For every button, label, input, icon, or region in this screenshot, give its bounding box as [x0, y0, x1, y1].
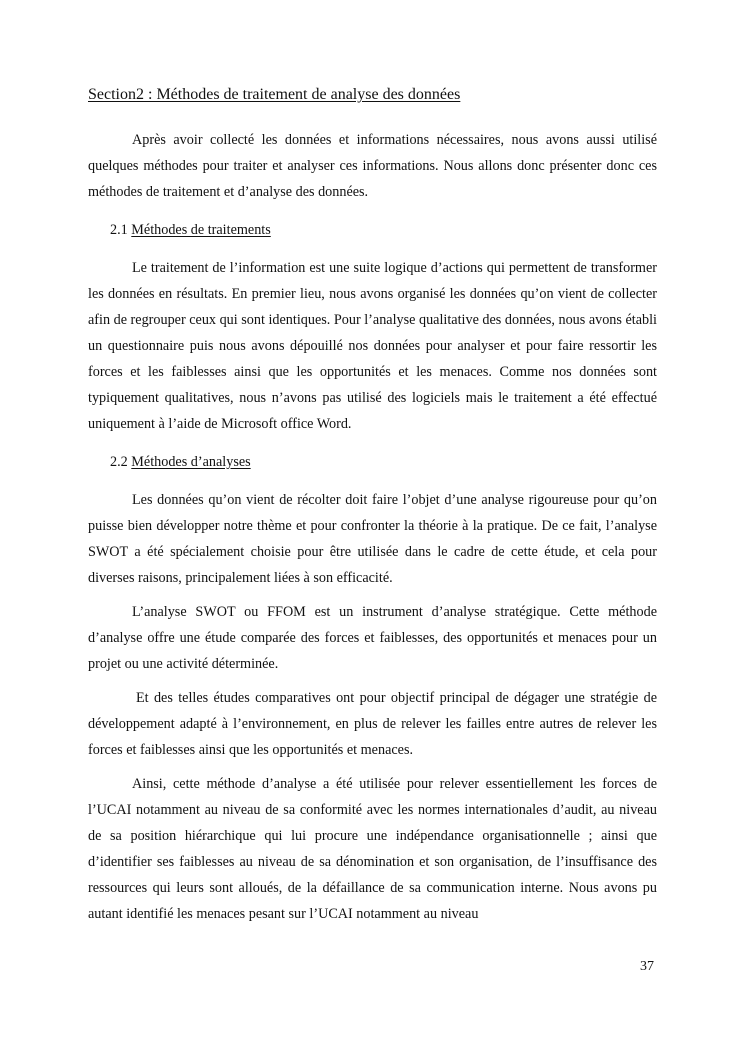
page-content: [88, 84, 657, 927]
analysis-paragraph: Ainsi, cette méthode d’analyse a été utilisée pour relever essentiellement les forces de l’UCAI notamment au niveau de sa conformité avec les normes internationales d’audit, au niveau de sa position hiérarchique qui lui procure une indépendance organisationnelle ; ainsi que d’identifier ses faiblesses au niveau de sa dénomination et son organisation, de l’insuffisance des ressources qui leurs sont alloués, de la défaillance de sa communication interne. Nous avons pu autant identifié les menaces pesant sur l’UCAI notamment au niveau: [88, 776, 657, 922]
subsection-heading-1: [110, 219, 657, 241]
page-number: 37: [640, 959, 654, 974]
subsection-title: Méthodes de traitements: [131, 222, 271, 238]
analysis-paragraph: Les données qu’on vient de récolter doit faire l’objet d’une analyse rigoureuse pour qu’on puisse bien développer notre thème et pour confronter la théorie à la pratique. De ce fait, l’analyse SWOT a été spécialement choisie pour être utilisée dans le cadre de cette étude, et cela pour diverses raisons, principalement liées à son efficacité.: [88, 492, 657, 586]
subsection-number: 2.2: [110, 454, 128, 470]
treatment-paragraph: Le traitement de l’information est une suite logique d’actions qui permettent de transformer les données en résultats. En premier lieu, nous avons organisé les données qu’on vient de collecter afin de regrouper ceux qui sont identiques. Pour l’analyse qualitative des données, nous avons établi un questionnaire puis nous avons dépouillé nos données pour analyser et pour faire ressortir les forces et les faiblesses ainsi que les opportunités et les menaces. Comme nos données sont typiquement qualitatives, nous n’avons pas utilisé des logiciels mais le traitement a été effectué uniquement à l’aide de Microsoft office Word.: [88, 260, 657, 432]
subsection-number: 2.1: [110, 222, 128, 238]
subsection-title: Méthodes d’analyses: [131, 454, 251, 470]
analysis-paragraph: Et des telles études comparatives ont pour objectif principal de dégager une stratégie de développement adapté à l’environnement, en plus de relever les failles entre autres de relever les forces et faiblesses ainsi que les opportunités et menaces.: [88, 690, 657, 758]
analysis-paragraph: L’analyse SWOT ou FFOM est un instrument d’analyse stratégique. Cette méthode d’analyse offre une étude comparée des forces et faiblesses, des opportunités et menaces pour un projet ou une activité déterminée.: [88, 604, 657, 672]
subsection-heading-2: [110, 451, 657, 473]
intro-paragraph: Après avoir collecté les données et informations nécessaires, nous avons aussi utilisé quelques méthodes pour traiter et analyser ces informations. Nous allons donc présenter donc ces méthodes de traitement et d’analyse des données.: [88, 132, 657, 200]
section-title: Section2 : Méthodes de traitement de analyse des données: [88, 86, 461, 103]
